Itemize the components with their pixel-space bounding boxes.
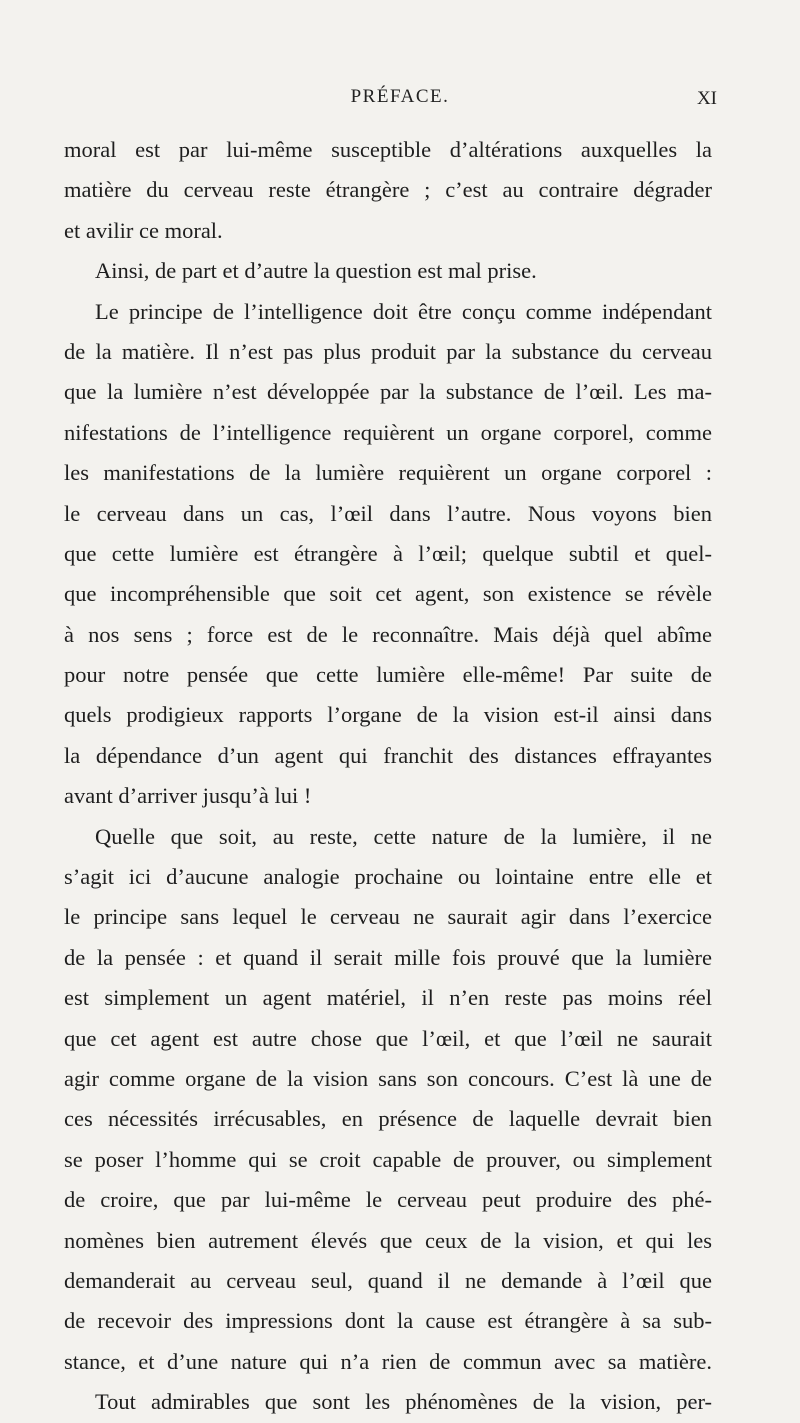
text-line: se poser l’homme qui se croit capable de prouver, ou simplement [64, 1146, 712, 1172]
text-line: de croire, que par lui-même le cerveau peut produire des phé- [64, 1187, 712, 1213]
text-line: quels prodigieux rapports l’organe de la vision est-il ainsi dans [64, 702, 712, 728]
page-number: XI [696, 88, 717, 109]
text-line: matière du cerveau reste étrangère ; c’est au contraire dégrader [64, 177, 712, 203]
text-line: et avilir ce moral. [64, 217, 223, 243]
text-line: est simplement un agent matériel, il n’en reste pas moins réel [64, 985, 712, 1011]
text-line: ces nécessités irrécusables, en présence de laquelle devrait bien [64, 1106, 712, 1132]
text-line: à nos sens ; force est de le reconnaître. Mais déjà quel abîme [64, 621, 712, 647]
text-line: stance, et d’une nature qui n’a rien de commun avec sa matière. [64, 1348, 712, 1374]
text-line: le cerveau dans un cas, l’œil dans l’autre. Nous voyons bien [64, 500, 712, 526]
text-line: de la pensée : et quand il serait mille fois prouvé que la lumière [64, 944, 712, 970]
text-line: nomènes bien autrement élevés que ceux de la vision, et qui les [64, 1227, 712, 1253]
running-head [0, 86, 800, 126]
text-line: Quelle que soit, au reste, cette nature de la lumière, il ne [95, 823, 712, 849]
text-line: que incompréhensible que soit cet agent, son existence se révèle [64, 581, 712, 607]
text-line: Ainsi, de part et d’autre la question est mal prise. [95, 258, 537, 284]
text-line: la dépendance d’un agent qui franchit des distances effrayantes [64, 742, 712, 768]
text-line: que cet agent est autre chose que l’œil, et que l’œil ne saurait [64, 1025, 712, 1051]
text-line: le principe sans lequel le cerveau ne saurait agir dans l’exercice [64, 904, 712, 930]
text-line: nifestations de l’intelligence requièrent un organe corporel, comme [64, 419, 712, 445]
text-line: que cette lumière est étrangère à l’œil; quelque subtil et quel- [64, 540, 712, 566]
running-title: PRÉFACE. [350, 86, 450, 107]
body-text [64, 130, 712, 1423]
text-line: de recevoir des impressions dont la cause est étrangère à sa sub- [64, 1308, 712, 1334]
text-line: les manifestations de la lumière requièrent un organe corporel : [64, 460, 712, 486]
text-line: agir comme organe de la vision sans son concours. C’est là une de [64, 1065, 712, 1091]
text-line: avant d’arriver jusqu’à lui ! [64, 783, 312, 809]
text-line: demanderait au cerveau seul, quand il ne demande à l’œil que [64, 1267, 712, 1293]
text-line: de la matière. Il n’est pas plus produit par la substance du cerveau [64, 338, 712, 364]
text-line: moral est par lui-même susceptible d’altérations auxquelles la [64, 137, 712, 162]
text-line: s’agit ici d’aucune analogie prochaine ou lointaine entre elle et [64, 864, 712, 890]
text-line: que la lumière n’est développée par la substance de l’œil. Les ma- [64, 379, 712, 405]
text-line: pour notre pensée que cette lumière elle-même! Par suite de [64, 662, 712, 688]
text-line: Tout admirables que sont les phénomènes de la vision, per- [95, 1389, 712, 1415]
text-line: Le principe de l’intelligence doit être conçu comme indépendant [95, 298, 712, 324]
